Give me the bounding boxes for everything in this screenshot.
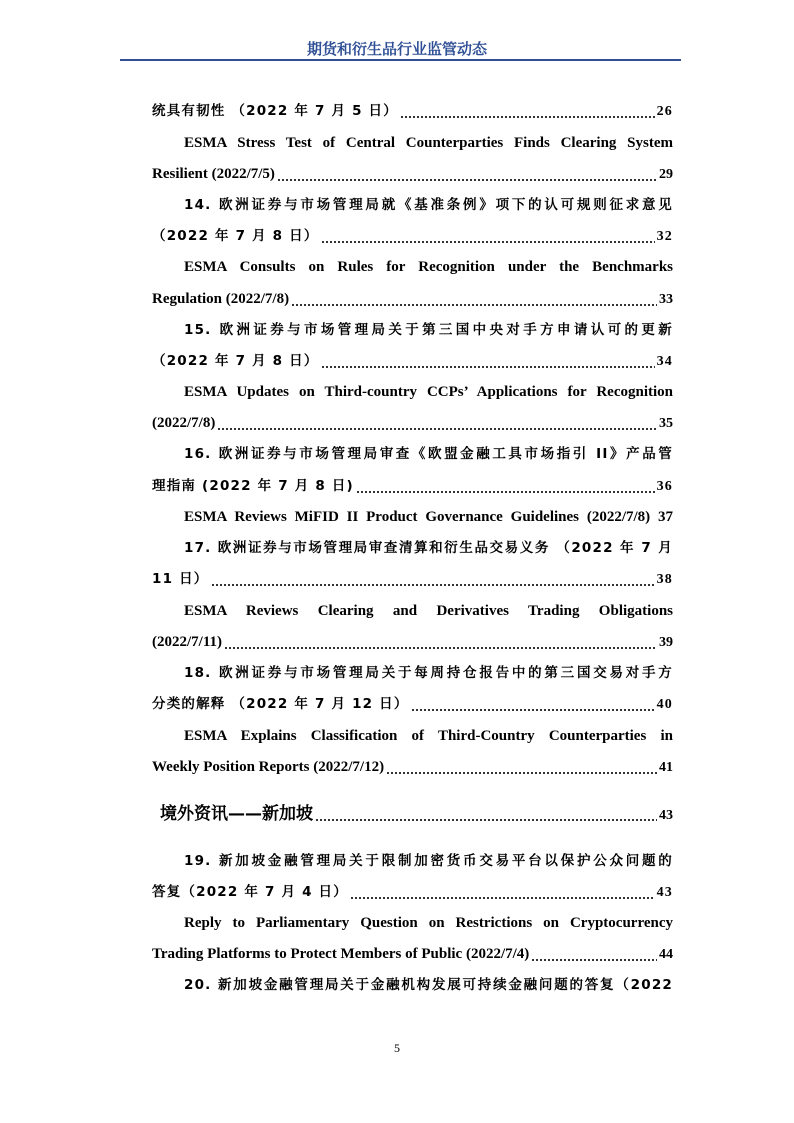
toc-line[interactable] — [152, 164, 673, 185]
toc-entry-text: ESMA Stress Test of Central Counterparties Finds Clearing System — [184, 135, 673, 151]
toc-line[interactable] — [184, 913, 673, 933]
toc-leader-dots — [356, 490, 655, 494]
toc-line[interactable] — [152, 226, 673, 247]
toc-page-number: 43 — [656, 885, 673, 900]
toc-entry-text: ESMA Updates on Third-country CCPs’ Applications for Recognition — [184, 384, 673, 400]
toc-line[interactable] — [152, 476, 673, 497]
toc-line[interactable] — [184, 444, 673, 464]
toc-entry-text: 19. 新加坡金融管理局关于限制加密货币交易平台以保护公众问题的 — [184, 853, 673, 869]
toc-section-heading[interactable] — [160, 804, 673, 826]
toc-entry-text: （2022 年 7 月 8 日） — [152, 353, 319, 369]
toc-page-number: 32 — [656, 229, 673, 244]
toc-entry-text: 分类的解释 （2022 年 7 月 12 日） — [152, 696, 409, 712]
toc-entry-text: 20. 新加坡金融管理局关于金融机构发展可持续金融问题的答复（2022 — [184, 977, 673, 993]
toc-section-title: 境外资讯——新加坡 — [160, 804, 313, 824]
toc-entry-text: 17. 欧洲证券与市场管理局审查清算和衍生品交易义务 （2022 年 7 月 — [184, 540, 673, 556]
toc-line[interactable] — [184, 538, 673, 558]
toc-line[interactable] — [184, 851, 673, 871]
toc-entry-text: 理指南 (2022 年 7 月 8 日) — [152, 478, 354, 494]
toc-entry-text: 答复（2022 年 7 月 4 日） — [152, 884, 348, 900]
page-number: 5 — [394, 1041, 400, 1055]
toc-line[interactable] — [184, 382, 673, 402]
toc-line[interactable] — [184, 257, 673, 277]
toc-leader-dots — [386, 771, 657, 775]
toc-leader-dots — [277, 178, 657, 182]
toc-entry-text: 15. 欧洲证券与市场管理局关于第三国中央对手方申请认可的更新 — [184, 322, 673, 338]
toc-page-number: 34 — [656, 354, 673, 369]
toc-page-number: 36 — [656, 479, 673, 494]
toc-leader-dots — [321, 365, 655, 369]
toc-line[interactable] — [184, 507, 673, 527]
toc-line[interactable] — [152, 413, 673, 434]
toc-line[interactable] — [152, 289, 673, 310]
toc-line[interactable] — [152, 351, 673, 372]
toc-entry-text: (2022/7/11) — [152, 634, 222, 650]
toc-entry-text: Reply to Parliamentary Question on Restrictions on Cryptocurrency — [184, 915, 673, 931]
toc-leader-dots — [217, 427, 657, 431]
toc-entry-text: (2022/7/8) — [152, 415, 216, 431]
toc-entry-text: ESMA Explains Classification of Third-Country Counterparties in — [184, 728, 673, 744]
toc-page-number: 29 — [659, 167, 673, 182]
header-title: 期货和衍生品行业监管动态 — [306, 40, 487, 58]
toc-entry-text: 16. 欧洲证券与市场管理局审查《欧盟金融工具市场指引 II》产品管 — [184, 446, 673, 462]
toc-page-number: 26 — [656, 104, 673, 119]
toc-leader-dots — [400, 115, 655, 119]
toc-page-number: 33 — [659, 292, 673, 307]
toc-page-number: 39 — [659, 635, 673, 650]
toc-line[interactable] — [152, 632, 673, 653]
toc-line[interactable] — [184, 195, 673, 215]
toc-leader-dots — [321, 240, 655, 244]
toc-page-number: 44 — [659, 947, 673, 962]
toc-entry-text: ESMA Consults on Rules for Recognition under the Benchmarks — [184, 259, 673, 275]
toc-leader-dots — [350, 896, 655, 900]
toc-line[interactable] — [152, 757, 673, 778]
toc-page-number: 41 — [659, 760, 673, 775]
toc-leader-dots — [291, 303, 657, 307]
toc-leader-dots — [531, 958, 657, 962]
toc-line[interactable] — [152, 944, 673, 965]
toc-page-number: 40 — [656, 697, 673, 712]
toc-entry-text: 14. 欧洲证券与市场管理局就《基准条例》项下的认可规则征求意见 — [184, 197, 673, 213]
toc-entry-text: 11 日） — [152, 571, 209, 587]
toc-leader-dots — [224, 646, 657, 650]
toc-line[interactable] — [184, 133, 673, 153]
toc-entry-text: ESMA Reviews Clearing and Derivatives Trading Obligations — [184, 603, 673, 619]
toc-entry-text: Trading Platforms to Protect Members of Public (2022/7/4) — [152, 946, 530, 962]
toc-leader-dots — [411, 708, 655, 712]
toc-line[interactable] — [184, 601, 673, 621]
toc-line[interactable] — [184, 320, 673, 340]
toc-line[interactable] — [152, 694, 673, 715]
toc-entry-text: 18. 欧洲证券与市场管理局关于每周持仓报告中的第三国交易对手方 — [184, 665, 673, 681]
toc-entry-text: Weekly Position Reports (2022/7/12) — [152, 759, 385, 775]
toc-entry-text: ESMA Reviews MiFID II Product Governance Guidelines (2022/7/8) 37 — [184, 509, 673, 525]
toc-entry-text: （2022 年 7 月 8 日） — [152, 228, 319, 244]
toc-line[interactable] — [152, 569, 673, 590]
toc-page-number: 43 — [659, 808, 673, 823]
toc-leader-dots — [315, 818, 657, 822]
toc-entry-text: Regulation (2022/7/8) — [152, 291, 290, 307]
toc-line[interactable] — [184, 975, 673, 995]
toc-page-number: 35 — [659, 416, 673, 431]
toc-line[interactable] — [152, 101, 673, 122]
toc-page-number: 38 — [656, 572, 673, 587]
toc-leader-dots — [211, 583, 655, 587]
toc-entry-text: 统具有韧性 （2022 年 7 月 5 日） — [152, 103, 398, 119]
toc-line[interactable] — [184, 726, 673, 746]
toc-entry-text: Resilient (2022/7/5) — [152, 166, 275, 182]
toc-line[interactable] — [152, 882, 673, 903]
toc-line[interactable] — [184, 663, 673, 683]
